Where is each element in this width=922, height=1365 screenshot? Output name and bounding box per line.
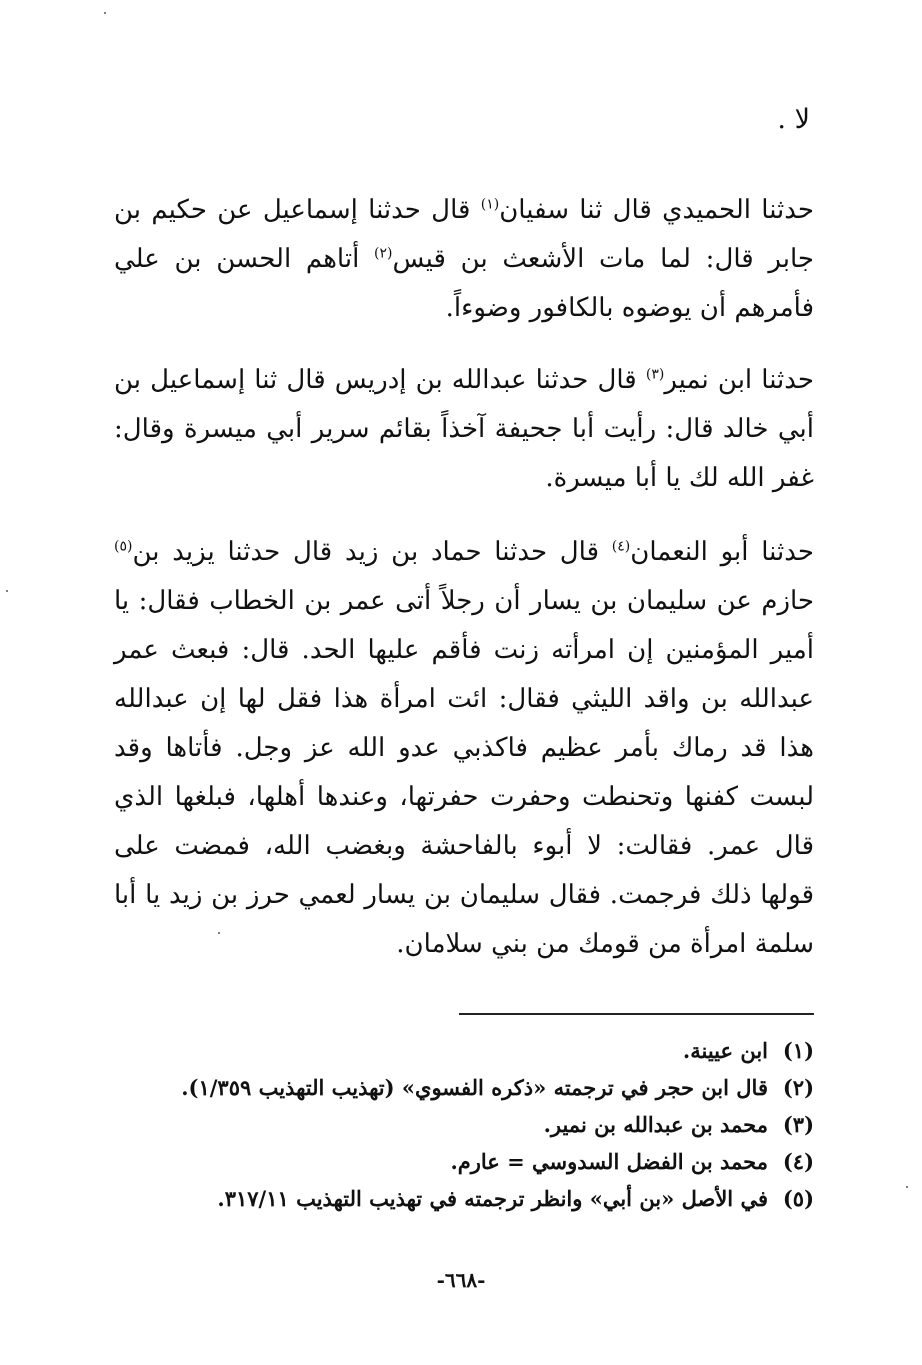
scan-speck [218,932,220,934]
hadith-paragraph-2 [114,356,814,503]
paragraph-text: قال حدثنا حماد بن زيد قال حدثنا يزيد بن [132,537,612,567]
footnote-4 [114,1143,814,1180]
footnote-text: محمد بن الفضل السدوسي = عارم. [450,1149,768,1174]
footnote-3 [114,1106,814,1143]
footnote-number: (٣) [782,1112,814,1137]
footnote-text: ابن عيينة. [682,1038,768,1063]
footnote-2 [114,1069,814,1106]
scan-speck [6,590,8,592]
hadith-paragraph-3 [114,528,814,969]
footnote-text: في الأصل «بن أبي» وانظر ترجمته في تهذيب التهذيب ٣١٧/١١. [217,1186,768,1211]
footnote-text: محمد بن عبدالله بن نمير. [543,1112,768,1137]
footnote-number: (٥) [782,1186,814,1211]
paragraph-text: حدثنا ابن نمير [664,365,814,395]
paragraph-text: قال حدثنا عبدالله بن إدريس قال ثنا إسماعيل بن أبي خالد قال: رأيت أبا جحيفة آخذاً بقائم سرير أبي ميسرة وقال: غفر الله لك يا أبا ميسرة. [114,365,814,493]
footnote-reference-1: (١) [480,196,500,213]
footnote-number: (٢) [782,1075,814,1100]
footnote-divider [459,1013,814,1015]
paragraph-text: أتاهم الحسن بن علي فأمرهم أن يوضوه بالكافور وضوءاً. [114,244,814,323]
footnote-1 [114,1032,814,1069]
footnote-5 [114,1180,814,1217]
footnote-reference-5: (٥) [114,538,133,555]
paragraph-text: حازم عن سليمان بن يسار أن رجلاً أتى عمر بن الخطاب فقال: يا أمير المؤمنين إن امرأته زنت فأقم عليها الحد. قال: فبعث عمر عبدالله بن واقد الليثي فقال: ائت امرأة هذا فقل لها إن عبدالله هذا قد رماك بأمر عظيم فاكذبي عدو الله عز وجل. فأتاها وقد لبست كفنها وتحنطت وحفرت حفرتها، وعندها أهلها، فبلغها الذي قال عمر. فقالت: لا أبوء بالفاحشة وبغضب الله، فمضت على قولها ذلك فرجمت. فقال سليمان بن يسار لعمي حرز بن زيد يا أبا سلمة امرأة من قومك من بني سلامان. [114,586,814,959]
footnotes-section [114,1032,814,1217]
continued-text-fragment: لا . [777,104,810,135]
footnote-reference-3: (٣) [645,366,665,383]
paragraph-text: حدثنا أبو النعمان [630,537,814,567]
paragraph-text: قال حدثنا إسماعيل عن حكيم بن جابر قال: لما مات الأشعث بن قيس [114,195,814,274]
footnote-reference-4: (٤) [611,538,631,555]
hadith-paragraph-1 [114,186,814,333]
scan-speck [906,1186,908,1188]
paragraph-text: حدثنا الحميدي قال ثنا سفيان [499,195,814,225]
page-number: -٦٦٨- [436,1268,486,1292]
scan-speck [104,12,106,14]
footnote-number: (٤) [782,1149,814,1174]
footnote-text: قال ابن حجر في ترجمته «ذكره الفسوي» (تهذيب التهذيب ١/٣٥٩). [181,1075,768,1100]
footnote-reference-2: (٢) [374,245,393,262]
footnote-number: (١) [782,1038,814,1063]
